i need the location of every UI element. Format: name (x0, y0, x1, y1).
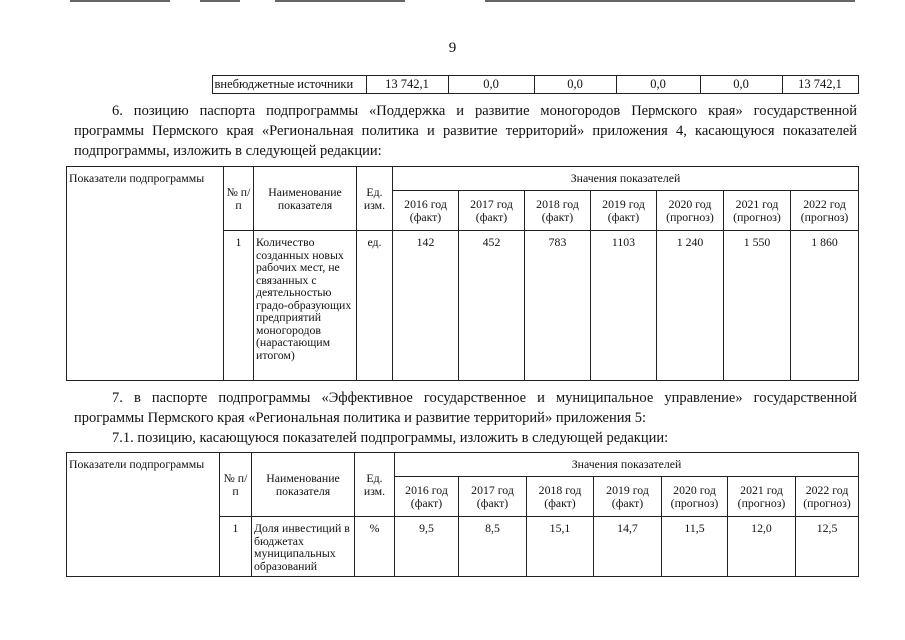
funding-table (66, 75, 859, 94)
indicator-name: Количество созданных новых рабочих мест, не связанных с деятельностью градо-образующих предприятий моногородов (нарастающим итогом) (254, 231, 357, 381)
year-header: 2019 год (факт) (594, 477, 662, 517)
year-header: 2020 год (прогноз) (662, 477, 728, 517)
unit-header: Ед. изм. (355, 453, 395, 517)
top-rule (70, 0, 170, 2)
paragraph-7-1: 7.1. позицию, касающуюся показателей подпрограммы, изложить в следующей редакции: (112, 430, 669, 446)
year-header: 2021 год (прогноз) (728, 477, 796, 517)
value-cell: 783 (525, 231, 591, 381)
unit-cell: ед. (357, 231, 393, 381)
funding-value: 0,0 (616, 76, 700, 94)
funding-value: 13 742,1 (782, 76, 858, 94)
year-header: 2022 год (прогноз) (791, 191, 859, 231)
indicator-name: Доля инвестиций в бюджетах муниципальных образований (252, 517, 355, 577)
value-cell: 12,5 (796, 517, 859, 577)
value-cell: 1 240 (657, 231, 724, 381)
indicators-table-2 (66, 452, 859, 577)
year-header: 2021 год (прогноз) (724, 191, 791, 231)
value-cell: 14,7 (594, 517, 662, 577)
indicator-name-header: Наименование показателя (252, 453, 355, 517)
year-header: 2017 год (факт) (459, 477, 527, 517)
row-number: 1 (220, 517, 252, 577)
header-row (67, 453, 859, 477)
subprogram-indicators-header: Показатели подпрограммы (67, 453, 220, 577)
value-cell: 15,1 (527, 517, 594, 577)
header-row (67, 167, 859, 191)
year-header: 2019 год (факт) (591, 191, 657, 231)
value-cell: 9,5 (395, 517, 459, 577)
top-rule (485, 0, 855, 2)
indicators-table-1 (66, 166, 859, 381)
values-header: Значения показателей (393, 167, 859, 191)
value-cell: 1 860 (791, 231, 859, 381)
paragraph-7: 7. в паспорте подпрограммы «Эффективное государственное и муниципальное управление» государственной программы Пермского края «Региональная политика и развитие территорий» приложения 5: (74, 390, 857, 426)
number-header: № п/п (220, 453, 252, 517)
year-header: 2018 год (факт) (525, 191, 591, 231)
indicator-name-header: Наименование показателя (254, 167, 357, 231)
value-cell: 11,5 (662, 517, 728, 577)
year-header: 2020 год (прогноз) (657, 191, 724, 231)
paragraph-6: 6. позицию паспорта подпрограммы «Поддержка и развитие моногородов Пермского края» государственной программы Пермского края «Региональная политика и развитие территорий» приложения 4, касающуюся показателей подпрограммы, изложить в следующей редакции: (74, 103, 857, 159)
funding-value: 0,0 (534, 76, 616, 94)
year-header: 2016 год (факт) (393, 191, 459, 231)
unit-header: Ед. изм. (357, 167, 393, 231)
row-number: 1 (224, 231, 254, 381)
funding-value: 0,0 (448, 76, 534, 94)
page-number: 9 (448, 40, 457, 56)
value-cell: 1 550 (724, 231, 791, 381)
number-header: № п/п (224, 167, 254, 231)
year-header: 2016 год (факт) (395, 477, 459, 517)
funding-value: 13 742,1 (366, 76, 448, 94)
funding-source-label: внебюджетные источники (212, 76, 366, 94)
value-cell: 452 (459, 231, 525, 381)
value-cell: 8,5 (459, 517, 527, 577)
value-cell: 1103 (591, 231, 657, 381)
top-rule (275, 0, 405, 2)
funding-row (66, 76, 858, 94)
value-cell: 142 (393, 231, 459, 381)
top-rule (200, 0, 240, 2)
unit-cell: % (355, 517, 395, 577)
funding-value: 0,0 (700, 76, 782, 94)
year-header: 2022 год (прогноз) (796, 477, 859, 517)
values-header: Значения показателей (395, 453, 859, 477)
value-cell: 12,0 (728, 517, 796, 577)
year-header: 2017 год (факт) (459, 191, 525, 231)
empty-cell (66, 76, 212, 94)
year-header: 2018 год (факт) (527, 477, 594, 517)
subprogram-indicators-header: Показатели подпрограммы (67, 167, 224, 381)
